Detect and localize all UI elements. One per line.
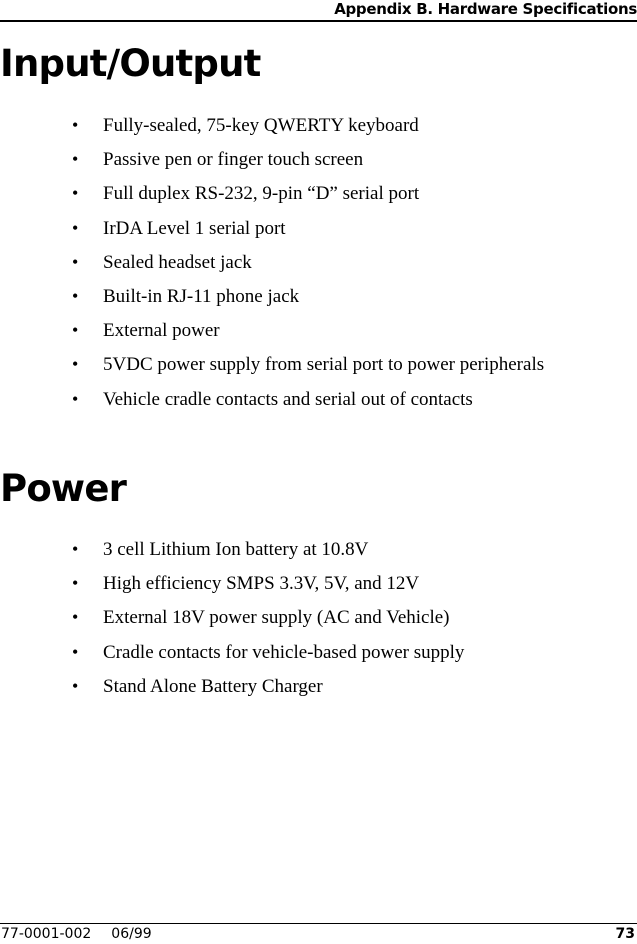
list-item-text: Vehicle cradle contacts and serial out of contacts (103, 388, 473, 410)
bullet-icon: • (72, 320, 79, 341)
list-item-text: 3 cell Lithium Ion battery at 10.8V (103, 539, 369, 560)
bullet-icon: • (72, 149, 79, 170)
list-item-text: Passive pen or finger touch screen (103, 149, 364, 171)
bullet-icon: • (72, 115, 79, 135)
page-number: 73 (615, 926, 635, 942)
section-heading-power: Power (0, 467, 127, 510)
list-item-text: Full duplex RS-232, 9-pin “D” serial port (103, 183, 420, 205)
bullet-icon: • (72, 675, 79, 696)
list-item-text: IrDA Level 1 serial port (103, 217, 286, 239)
list-item-text: External power (103, 320, 220, 342)
list-item-text: Built-in RJ-11 phone jack (103, 285, 300, 307)
section-heading-input-output: Input/Output (0, 42, 261, 85)
list-item-text: High efficiency SMPS 3.3V, 5V, and 12V (103, 573, 420, 595)
footer-rule (0, 923, 637, 924)
running-header-title: Appendix B. Hardware Specifications (334, 0, 637, 18)
list-item-text: Sealed headset jack (103, 251, 252, 273)
bullet-icon: • (72, 251, 79, 272)
bullet-icon: • (72, 354, 79, 375)
bullet-icon: • (72, 641, 79, 662)
list-item-text: External 18V power supply (AC and Vehicle) (103, 607, 450, 629)
footer-doc-info (1, 926, 152, 943)
footer-doc-number: 77-0001-002 (1, 926, 92, 942)
bullet-icon: • (72, 285, 79, 306)
bullet-icon: • (72, 217, 79, 238)
bullet-icon: • (72, 607, 79, 628)
list-item-text: Stand Alone Battery Charger (103, 675, 323, 697)
list-item-text: Cradle contacts for vehicle-based power supply (103, 641, 465, 663)
list-item-text: Fully-sealed, 75-key QWERTY keyboard (103, 115, 419, 136)
bullet-icon: • (72, 388, 79, 409)
bullet-icon: • (72, 539, 79, 559)
bullet-icon: • (72, 573, 79, 594)
list-item-text: 5VDC power supply from serial port to power peripherals (103, 354, 545, 376)
footer-date: 06/99 (111, 926, 152, 942)
bullet-icon: • (72, 183, 79, 204)
header-rule (0, 20, 637, 22)
